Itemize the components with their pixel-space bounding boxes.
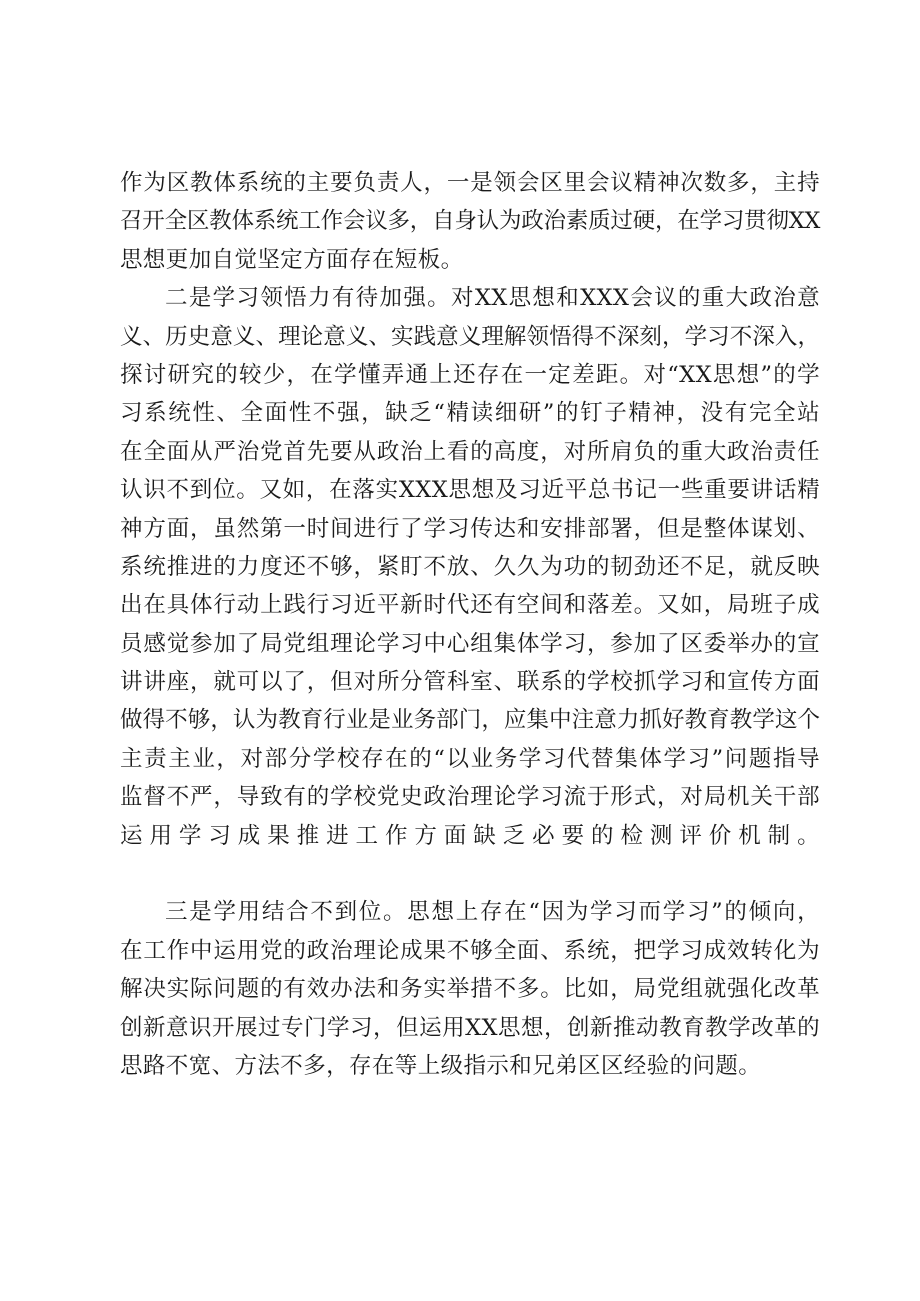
text-line: 神方面，虽然第一时间进行了学习传达和安排部署，但是整体谋划、 [120,515,820,542]
text-line: 运用学习成果推进工作方面缺乏必要的检测评价机制。 [120,822,820,849]
text-line: 解决实际问题的有效办法和务实举措不多。比如，局党组就强化改革 [120,976,820,1003]
text-line: 召开全区教体系统工作会议多，自身认为政治素质过硬，在学习贯彻XX [120,208,820,235]
text-line: 员感觉参加了局党组理论学习中心组集体学习，参加了区委举办的宣 [120,630,820,657]
text-line: 系统推进的力度还不够，紧盯不放、久久为功的韧劲还不足，就反映 [120,553,820,580]
text-line: 思想更加自觉坚定方面存在短板。 [120,246,464,273]
paragraph-2 [120,279,820,893]
text-line: 做得不够，认为教育行业是业务部门，应集中注意力抓好教育教学这个 [120,707,820,734]
text-line: 讲讲座，就可以了，但对所分管科室、联系的学校抓学习和宣传方面 [120,669,820,696]
text-line: 习系统性、全面性不强，缺乏“精读细研”的钉子精神，没有完全站 [120,400,820,427]
text-line: 义、历史意义、理论意义、实践意义理解领悟得不深刻，学习不深入， [120,323,820,350]
text-line: 二是学习领悟力有待加强。对XX思想和XXX会议的重大政治意 [165,285,820,312]
text-line: 主责主业，对部分学校存在的“以业务学习代替集体学习”问题指导 [120,745,820,772]
text-line: 监督不严，导致有的学校党史政治理论学习流于形式，对局机关干部 [120,784,820,811]
text-line: 思路不宽、方法不多，存在等上级指示和兄弟区区经验的问题。 [120,1052,762,1079]
text-line: 在全面从严治党首先要从政治上看的高度，对所肩负的重大政治责任 [120,438,820,465]
text-line: 探讨研究的较少，在学懂弄通上还存在一定差距。对“XX思想”的学 [120,361,820,388]
paragraph-3 [120,893,820,1085]
text-line: 认识不到位。又如，在落实XXX思想及习近平总书记一些重要讲话精 [120,477,820,504]
paragraph-1 [120,164,820,279]
text-line [120,855,820,893]
text-line: 出在具体行动上践行习近平新时代还有空间和落差。又如，局班子成 [120,592,820,619]
text-line: 在工作中运用党的政治理论成果不够全面、系统，把学习成效转化为 [120,937,820,964]
text-line: 创新意识开展过专门学习，但运用XX思想，创新推动教育教学改革的 [120,1014,820,1041]
text-line: 三是学用结合不到位。思想上存在“因为学习而学习”的倾向， [165,899,820,926]
text-line: 作为区教体系统的主要负责人，一是领会区里会议精神次数多，主持 [120,170,820,196]
document-body [120,164,820,1085]
